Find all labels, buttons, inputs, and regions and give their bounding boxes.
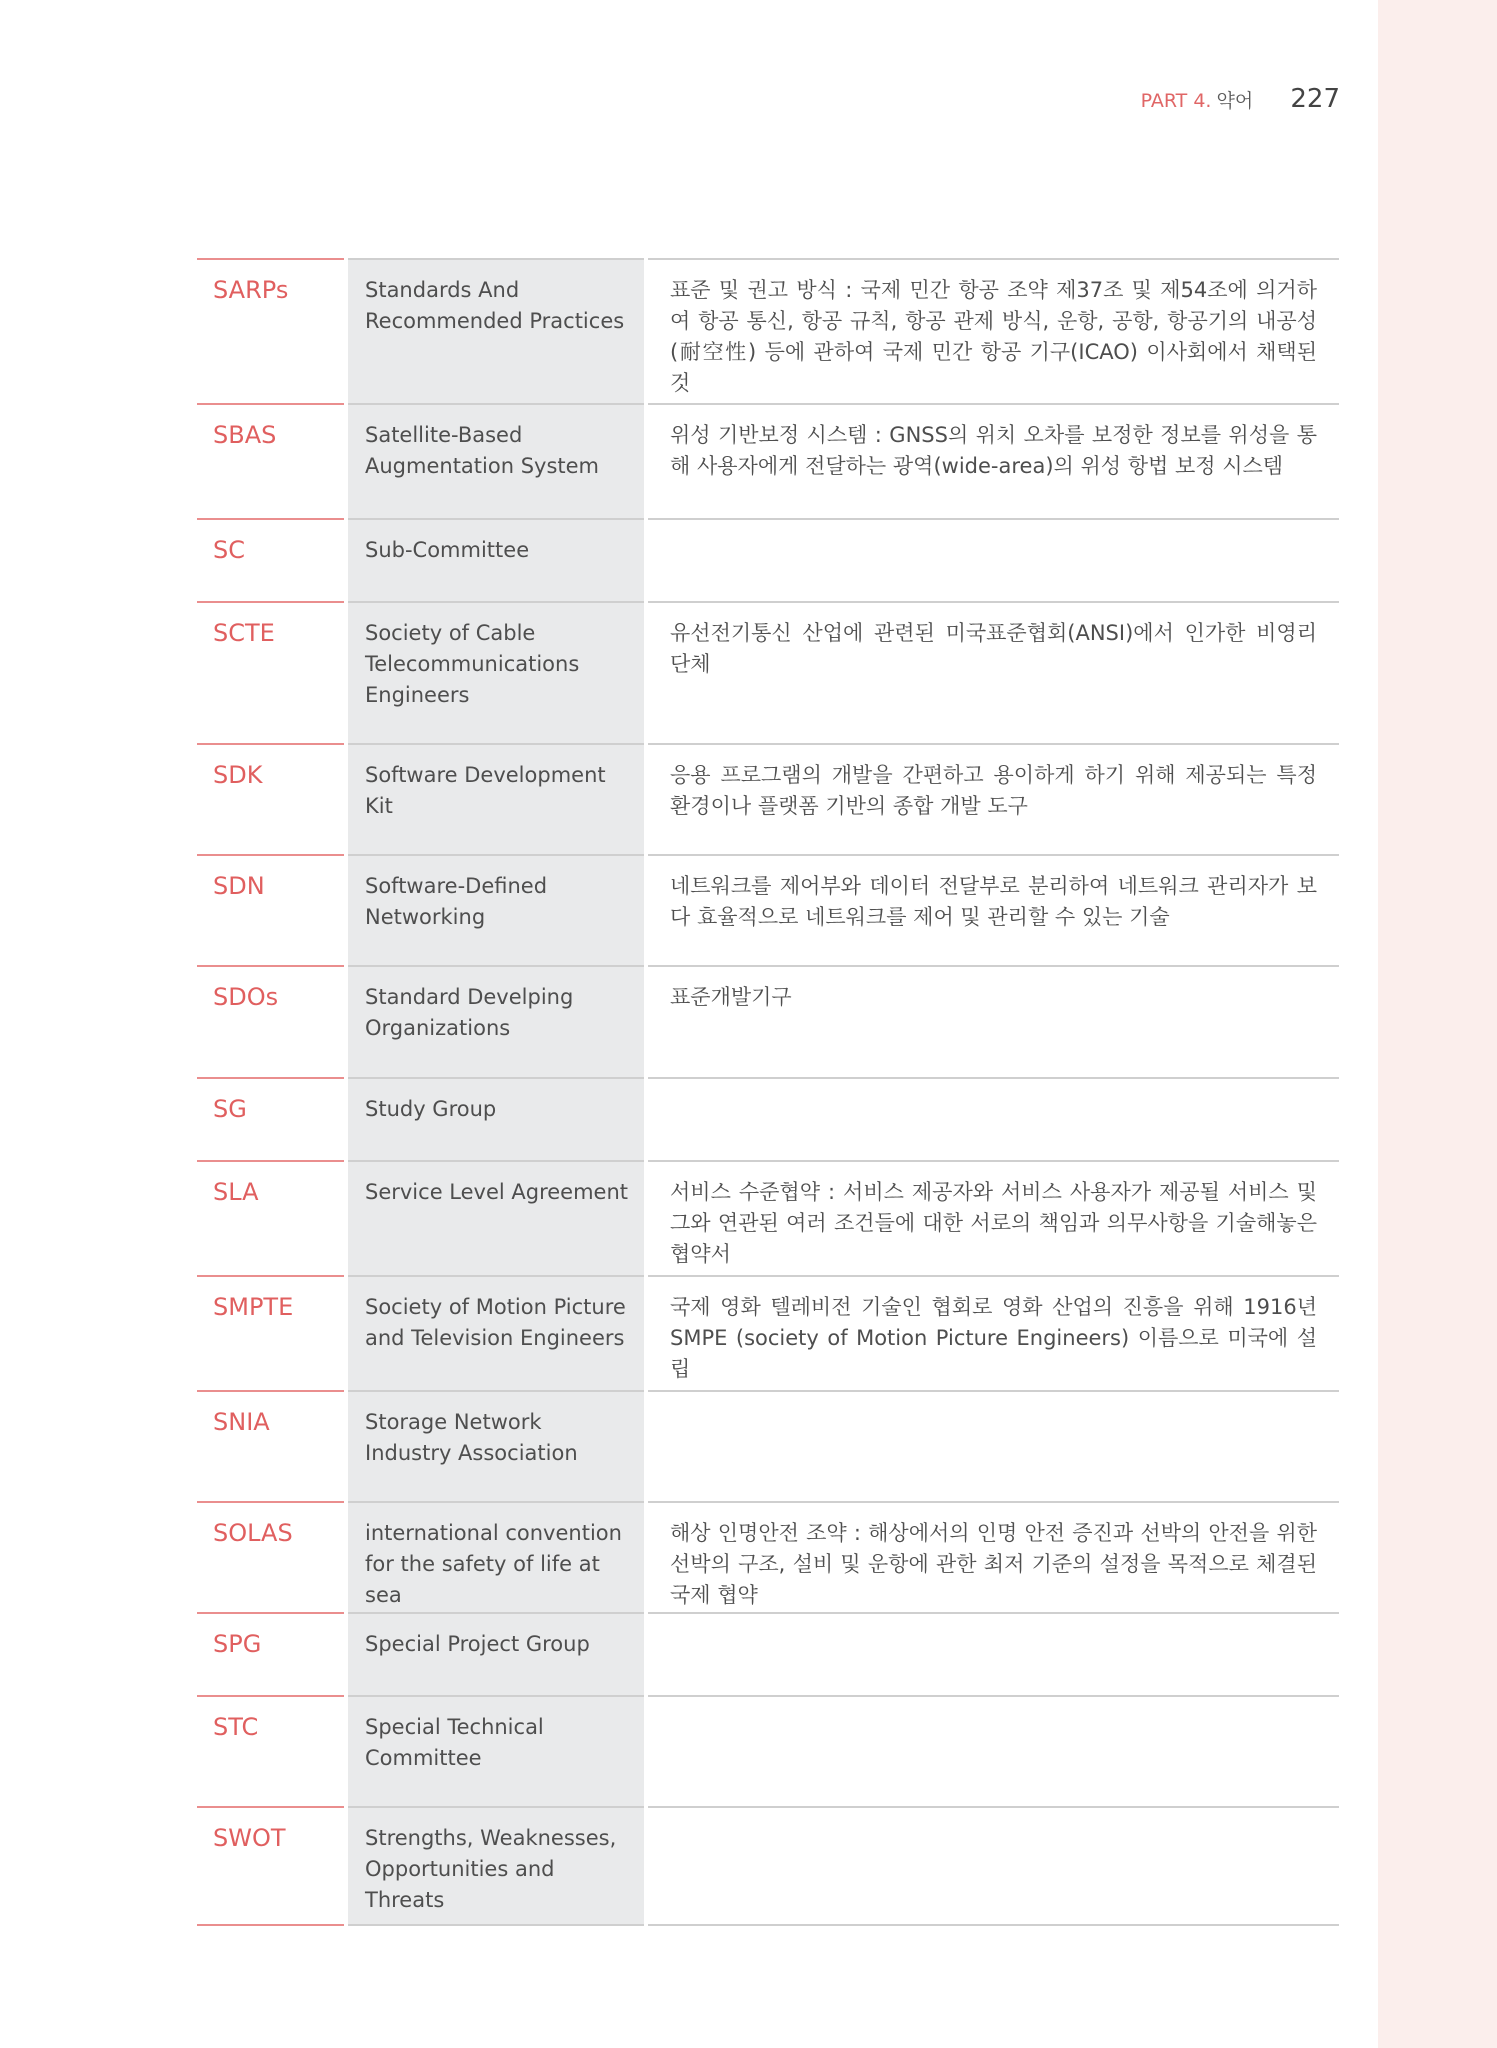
description: 표준 및 권고 방식 : 국제 민간 항공 조약 제37조 및 제54조에 의거하여 항공 통신, 항공 규칙, 항공 관제 방식, 운항, 공항, 항공기의 내공성(耐空性) 등에 관하여 국제 민간 항공 기구(ICAO) 이사회에서 채택된 것 xyxy=(648,258,1339,403)
description: 위성 기반보정 시스템 : GNSS의 위치 오차를 보정한 정보를 위성을 통해 사용자에게 전달하는 광역(wide-area)의 위성 항법 보정 시스템 xyxy=(648,403,1339,518)
description: 유선전기통신 산업에 관련된 미국표준협회(ANSI)에서 인가한 비영리 단체 xyxy=(648,601,1339,743)
table-row xyxy=(197,965,1339,1077)
rule-segment xyxy=(348,1924,644,1926)
abbreviation: SDK xyxy=(197,743,344,854)
full-name: Society of Motion Picture and Television Engineers xyxy=(348,1275,644,1390)
description: 국제 영화 텔레비전 기술인 협회로 영화 산업의 진흥을 위해 1916년 SMPE (society of Motion Picture Engineers) 이름으로 미국에 설립 xyxy=(648,1275,1339,1390)
abbreviation: SCTE xyxy=(197,601,344,743)
description: 응용 프로그램의 개발을 간편하고 용이하게 하기 위해 제공되는 특정 환경이나 플랫폼 기반의 종합 개발 도구 xyxy=(648,743,1339,854)
full-name: international convention for the safety of life at sea xyxy=(348,1501,644,1612)
abbreviation-table xyxy=(197,258,1339,1926)
table-row xyxy=(197,1077,1339,1160)
full-name: Software-Defined Networking xyxy=(348,854,644,965)
description xyxy=(648,1695,1339,1806)
table-row xyxy=(197,1160,1339,1275)
description: 네트워크를 제어부와 데이터 전달부로 분리하여 네트워크 관리자가 보다 효율적으로 네트워크를 제어 및 관리할 수 있는 기술 xyxy=(648,854,1339,965)
full-name: Satellite-Based Augmentation System xyxy=(348,403,644,518)
abbreviation: SARPs xyxy=(197,258,344,403)
full-name: Strengths, Weaknesses, Opportunities and Threats xyxy=(348,1806,644,1924)
full-name: Standard Develping Organizations xyxy=(348,965,644,1077)
table-row xyxy=(197,601,1339,743)
abbreviation: STC xyxy=(197,1695,344,1806)
full-name: Service Level Agreement xyxy=(348,1160,644,1275)
table-row xyxy=(197,1806,1339,1924)
abbreviation: SDN xyxy=(197,854,344,965)
table-row xyxy=(197,1695,1339,1806)
table-row xyxy=(197,403,1339,518)
description: 서비스 수준협약 : 서비스 제공자와 서비스 사용자가 제공될 서비스 및 그와 연관된 여러 조건들에 대한 서로의 책임과 의무사항을 기술해놓은 협약서 xyxy=(648,1160,1339,1275)
rule-segment xyxy=(648,1924,1339,1926)
page-number: 227 xyxy=(1290,84,1340,114)
table-row xyxy=(197,854,1339,965)
abbreviation: SOLAS xyxy=(197,1501,344,1612)
description xyxy=(648,1077,1339,1160)
description xyxy=(648,1806,1339,1924)
abbreviation: SMPTE xyxy=(197,1275,344,1390)
table-row xyxy=(197,1390,1339,1501)
abbreviation: SNIA xyxy=(197,1390,344,1501)
full-name: Storage Network Industry Association xyxy=(348,1390,644,1501)
full-name: Special Project Group xyxy=(348,1612,644,1695)
full-name: Study Group xyxy=(348,1077,644,1160)
table-bottom-rule xyxy=(197,1924,1339,1926)
description: 표준개발기구 xyxy=(648,965,1339,1077)
table-row xyxy=(197,743,1339,854)
table-row xyxy=(197,1612,1339,1695)
abbreviation: SLA xyxy=(197,1160,344,1275)
rule-segment xyxy=(197,1924,344,1926)
description xyxy=(648,1390,1339,1501)
table-row xyxy=(197,1275,1339,1390)
abbreviation: SWOT xyxy=(197,1806,344,1924)
table-row xyxy=(197,258,1339,403)
part-subtitle: 약어 xyxy=(1216,90,1254,112)
abbreviation: SC xyxy=(197,518,344,601)
side-margin-band xyxy=(1378,0,1497,2048)
full-name: Standards And Recommended Practices xyxy=(348,258,644,403)
description xyxy=(648,518,1339,601)
abbreviation: SG xyxy=(197,1077,344,1160)
description xyxy=(648,1612,1339,1695)
abbreviation: SDOs xyxy=(197,965,344,1077)
description: 해상 인명안전 조약 : 해상에서의 인명 안전 증진과 선박의 안전을 위한 선박의 구조, 설비 및 운항에 관한 최저 기준의 설정을 목적으로 체결된 국제 협약 xyxy=(648,1501,1339,1612)
full-name: Special Technical Committee xyxy=(348,1695,644,1806)
full-name: Society of Cable Telecommunications Engineers xyxy=(348,601,644,743)
abbreviation: SPG xyxy=(197,1612,344,1695)
table-row xyxy=(197,518,1339,601)
full-name: Sub-Committee xyxy=(348,518,644,601)
abbreviation: SBAS xyxy=(197,403,344,518)
page-header xyxy=(1000,84,1340,114)
table-row xyxy=(197,1501,1339,1612)
full-name: Software Development Kit xyxy=(348,743,644,854)
part-label: PART 4. xyxy=(1140,90,1212,112)
